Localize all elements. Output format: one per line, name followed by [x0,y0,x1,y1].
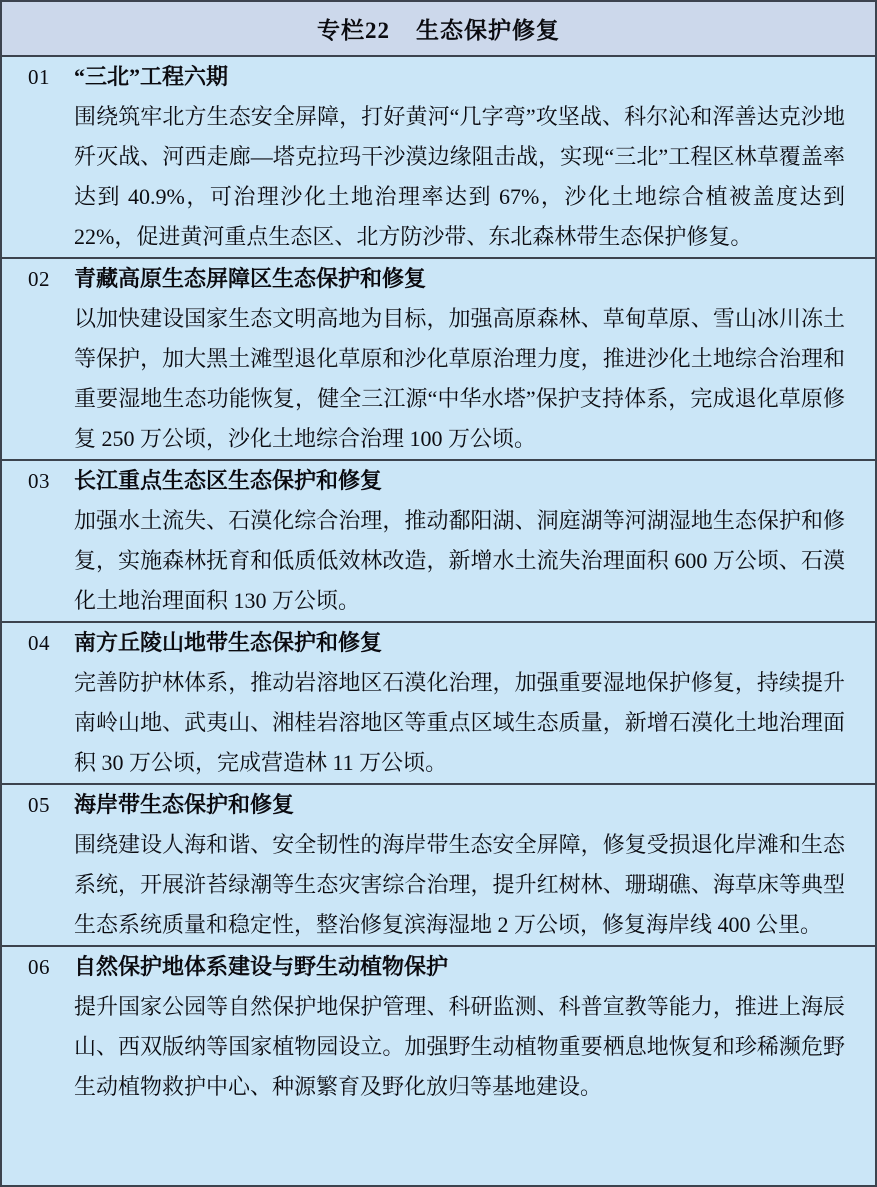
section-body: 以加快建设国家生态文明高地为目标，加强高原森林、草甸草原、雪山冰川冻土等保护，加大黑土滩型退化草原和沙化草原治理力度，推进沙化土地综合治理和重要湿地生态功能恢复，健全三江源“中华水塔”保护支持体系，完成退化草原修复 250 万公顷，沙化土地综合治理 100 万公顷。 [74,306,845,451]
section-number: 02 [28,267,50,291]
section-title: 青藏高原生态屏障区生态保护和修复 [74,266,427,291]
section-number: 05 [28,793,50,817]
section-title: 南方丘陵山地带生态保护和修复 [74,630,383,655]
section-row [2,785,875,947]
panel-header-title: 生态保护修复 [416,18,560,43]
panel-header-label: 专栏22 [317,18,390,43]
panel-header [2,2,875,57]
section-number: 04 [28,631,50,655]
section-row [2,947,875,1107]
section-title: 自然保护地体系建设与野生动植物保护 [74,954,449,979]
section-number: 01 [28,65,50,89]
section-row [2,57,875,259]
section-body: 围绕筑牢北方生态安全屏障，打好黄河“几字弯”攻坚战、科尔沁和浑善达克沙地歼灭战、河西走廊—塔克拉玛干沙漠边缘阻击战，实现“三北”工程区林草覆盖率达到 40.9%，可治理沙化土地治理率达到 67%，沙化土地综合植被盖度达到 22%，促进黄河重点生态区、北方防沙带、东北森林带生态保护修复。 [74,104,845,249]
section-body: 提升国家公园等自然保护地保护管理、科研监测、科普宣教等能力，推进上海辰山、西双版纳等国家植物园设立。加强野生动植物重要栖息地恢复和珍稀濒危野生动植物救护中心、种源繁育及野化放归等基地建设。 [74,994,845,1099]
section-row [2,259,875,461]
section-title: 海岸带生态保护和修复 [74,792,295,817]
section-row [2,623,875,785]
section-title: 长江重点生态区生态保护和修复 [74,468,383,493]
section-body: 完善防护林体系，推动岩溶地区石漠化治理，加强重要湿地保护修复，持续提升南岭山地、武夷山、湘桂岩溶地区等重点区域生态质量，新增石漠化土地治理面积 30 万公顷，完成营造林 11 万公顷。 [74,670,845,775]
section-body: 加强水土流失、石漠化综合治理，推动鄱阳湖、洞庭湖等河湖湿地生态保护和修复，实施森林抚育和低质低效林改造，新增水土流失治理面积 600 万公顷、石漠化土地治理面积 130 万公顷。 [74,508,845,613]
sections [2,57,875,1107]
section-title: “三北”工程六期 [74,64,229,89]
section-row [2,461,875,623]
section-body: 围绕建设人海和谐、安全韧性的海岸带生态安全屏障，修复受损退化岸滩和生态系统，开展浒苔绿潮等生态灾害综合治理，提升红树林、珊瑚礁、海草床等典型生态系统质量和稳定性，整治修复滨海湿地 2 万公顷，修复海岸线 400 公里。 [74,832,845,937]
section-number: 03 [28,469,50,493]
section-number: 06 [28,955,50,979]
